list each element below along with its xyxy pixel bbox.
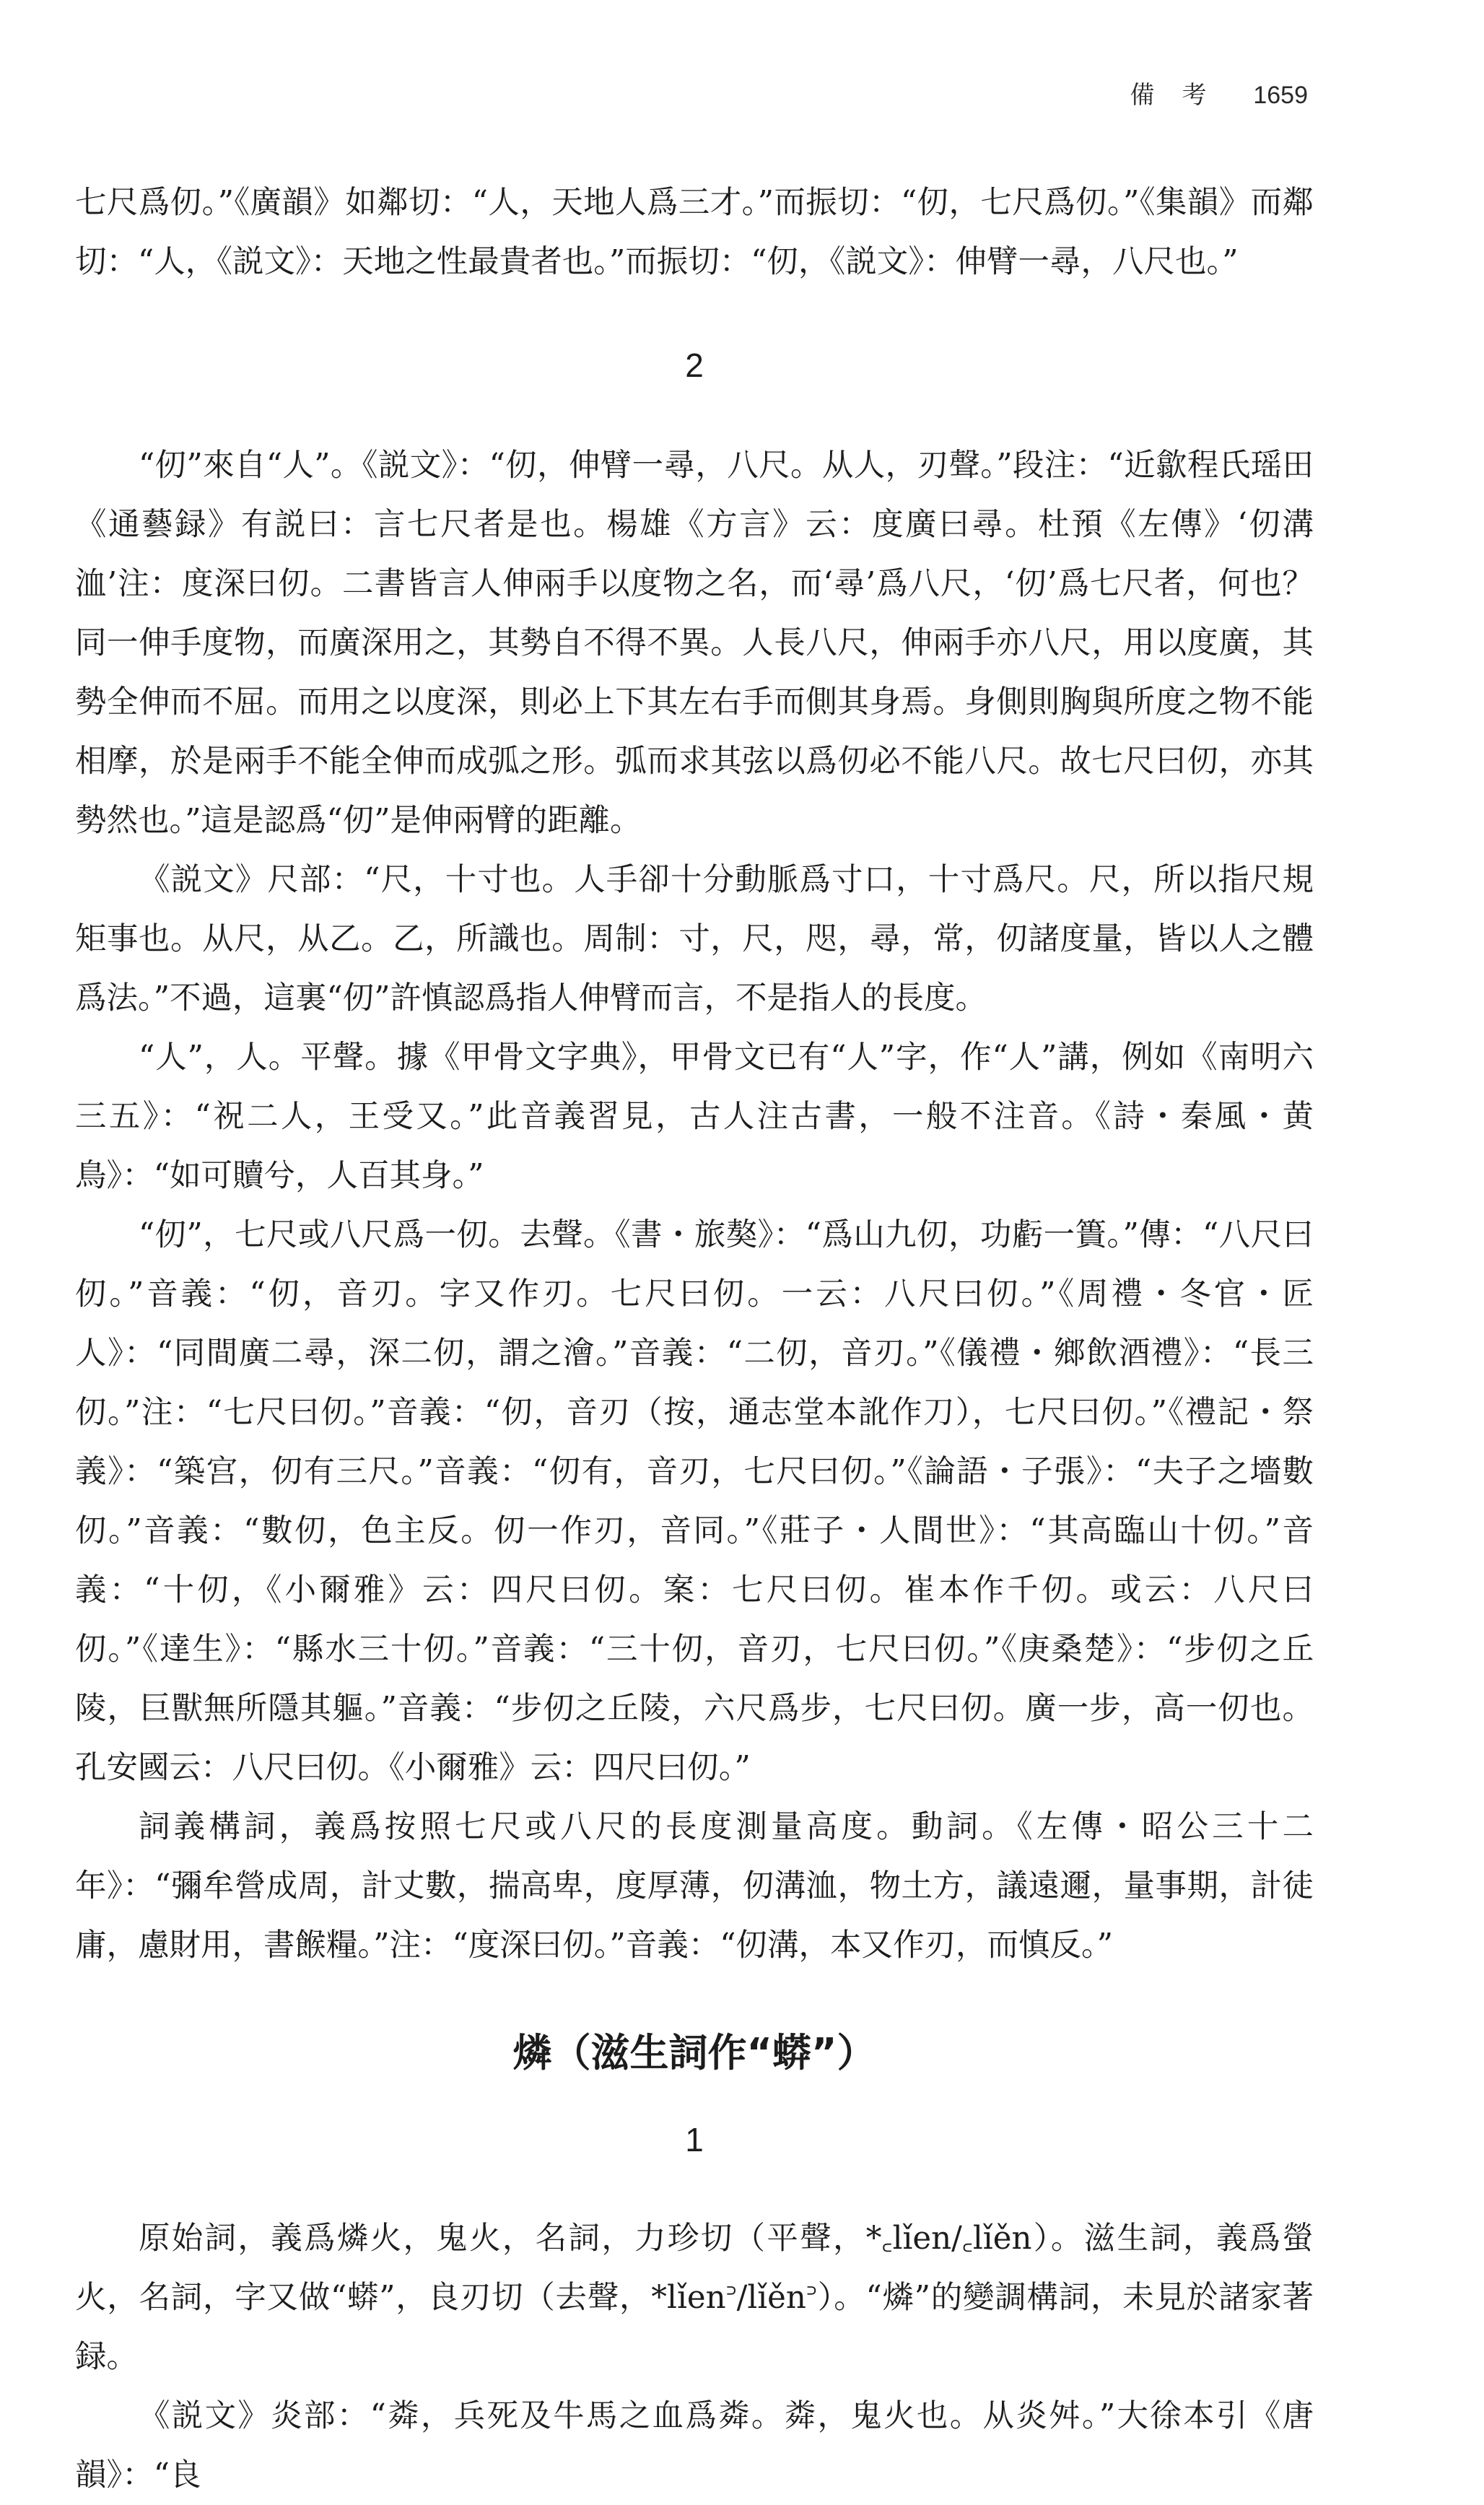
paragraph: “仞”，七尺或八尺爲一仞。去聲。《書・旅獒》：“爲山九仞，功虧一簣。”傳：“八尺曰仞。”音義：“仞，音刃。字又作刃。七尺曰仞。一云：八尺曰仞。”《周禮・冬官・匠人》：“同間廣二尋，深二仞，謂之澮。”音義：“二仞，音刃。”《儀禮・鄉飲酒禮》：“長三仞。”注：“七尺曰仞。”音義：“仞，音刃（按，通志堂本訛作刀），七尺曰仞。”《禮記・祭義》：“築宫，仞有三尺。”音義：“仞有，音刃，七尺曰仞。”《論語・子張》：“夫子之墻數仞。”音義：“數仞，色主反。仞一作刃，音同。”《莊子・人間世》：“其高臨山十仞。”音義：“十仞，《小爾雅》云：四尺曰仞。案：七尺曰仞。崔本作千仞。或云：八尺曰仞。”《達生》：“縣水三十仞。”音義：“三十仞，音刃，七尺曰仞。”《庚桑楚》：“步仞之丘陵，巨獸無所隱其軀。”音義：“步仞之丘陵，六尺爲步，七尺曰仞。廣一步，高一仞也。孔安國云：八尺曰仞。《小爾雅》云：四尺曰仞。” [75, 1217, 1314, 1786]
paragraph: 詞義構詞，義爲按照七尺或八尺的長度測量高度。動詞。《左傳・昭公三十二年》：“彌牟營成周，計丈數，揣高卑，度厚薄，仞溝洫，物土方，議遠邇，量事期，計徒庸，慮財用，書餱糧。”注：“度深曰仞。”音義：“仞溝，本又作刃，而慎反。” [75, 1809, 1314, 1964]
running-title: 備考 [1130, 81, 1234, 110]
continuation-paragraph: 七尺爲仞。”《廣韻》如鄰切：“人，天地人爲三才。”而振切：“仞，七尺爲仞。”《集韻》而鄰切：“人，《説文》：天地之性最貴者也。”而振切：“仞，《説文》：伸臂一尋，八尺也。” [75, 185, 1314, 280]
section-number-2: 2 [685, 347, 704, 384]
running-header [1130, 75, 1308, 110]
paragraph: 《説文》尺部：“尺，十寸也。人手卻十分動脈爲寸口，十寸爲尺。尺，所以指尺規矩事也。从尺，从乙。乙，所識也。周制：寸，尺，咫，尋，常，仞諸度量，皆以人之體爲法。”不過，這裏“仞”許慎認爲指人伸臂而言，不是指人的長度。 [75, 862, 1314, 1016]
paragraph: 原始詞，義爲燐火，鬼火，名詞，力珍切（平聲，*꜀lǐen/꜀lǐěn）。滋生詞，義爲螢火，名詞，字又做“蟒”，良刃切（去聲，*lǐen꜄/lǐěn꜄）。“燐”的變調構詞，未見於諸家著録。 [75, 2221, 1314, 2375]
paragraph: “仞”來自“人”。《説文》：“仞，伸臂一尋，八尺。从人，刃聲。”段注：“近歙程氏瑶田《通藝録》有説曰：言七尺者是也。楊雄《方言》云：度廣曰尋。杜預《左傳》‘仞溝洫’注：度深曰仞。二書皆言人伸兩手以度物之名，而‘尋’爲八尺，‘仞’爲七尺者，何也？同一伸手度物，而廣深用之，其勢自不得不異。人長八尺，伸兩手亦八尺，用以度廣，其勢全伸而不屈。而用之以度深，則必上下其左右手而側其身焉。身側則胸與所度之物不能相摩，於是兩手不能全伸而成弧之形。弧而求其弦以爲仞必不能八尺。故七尺曰仞，亦其勢然也。”這是認爲“仞”是伸兩臂的距離。 [75, 448, 1314, 839]
section-number-1: 1 [685, 2121, 704, 2158]
page-body [75, 173, 1314, 2505]
page-number: 1659 [1253, 82, 1308, 109]
paragraph: “人”，人。平聲。據《甲骨文字典》，甲骨文已有“人”字，作“人”講，例如《南明六三五》：“祝二人，王受又。”此音義習見，古人注古書，一般不注音。《詩・秦風・黄鳥》：“如可贖兮，人百其身。” [75, 1040, 1314, 1194]
entry-heading: 燐（滋生詞作“蟒”） [512, 2030, 876, 2075]
paragraph: 《説文》炎部：“粦，兵死及牛馬之血爲粦。粦，鬼火也。从炎舛。”大徐本引《唐韻》：“良 [75, 2398, 1314, 2493]
